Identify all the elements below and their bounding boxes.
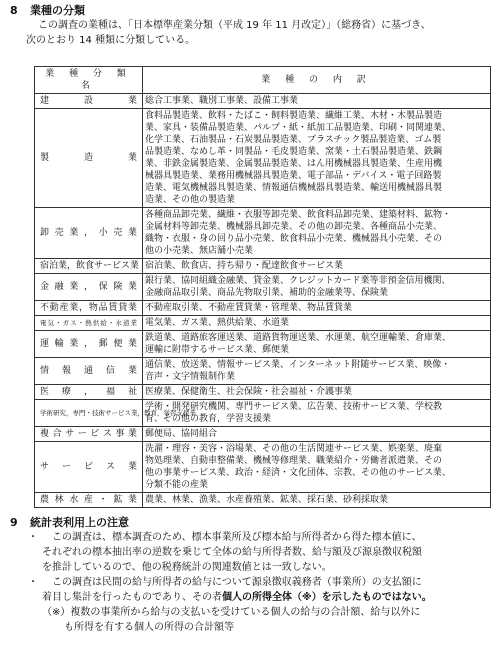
breakdown-line: 不動産取引業、不動産賃貸業・管理業、物品賃貸業	[145, 303, 353, 313]
breakdown-line: 金融商品取引業、商品先物取引業、補助的金融業等、保険業	[145, 288, 389, 298]
note-emphasis: 個人の所得全体（※）を示したものではない。	[222, 592, 432, 603]
industry-category-cell: 農林水産・鉱業	[35, 493, 143, 508]
note-2-line	[28, 575, 432, 590]
breakdown-line: 他の事業サービス業、政治・経済・文化団体、宗教、その他のサービス業、	[145, 468, 452, 478]
footnote-line: （※）複数の事業所から給与の支払いを受けている個人の給与の合計額、給与以外に	[42, 607, 421, 618]
table-row	[35, 259, 491, 274]
table-row	[35, 94, 491, 109]
breakdown-line: 各種商品卸売業、繊維・衣服等卸売業、飲食料品卸売業、建築材料、鉱物・	[145, 210, 452, 220]
section-8-heading	[10, 2, 85, 18]
table-row	[35, 274, 491, 301]
breakdown-line: 学術・開発研究機関、専門サービス業、広告業、技術サービス業、学校教	[145, 402, 443, 412]
industry-breakdown-cell	[143, 385, 491, 400]
breakdown-line: 分類不能の産業	[145, 480, 209, 490]
section-title: 業種の分類	[30, 4, 85, 17]
section-number: 9	[10, 516, 18, 529]
breakdown-line: 運輸に附帯するサービス業、郵便業	[145, 345, 290, 355]
industry-breakdown-cell	[143, 259, 491, 274]
industry-category-cell: 建 設 業	[35, 94, 143, 109]
section-9-heading	[10, 514, 129, 530]
notes-block	[28, 530, 432, 635]
industry-breakdown-cell	[143, 427, 491, 442]
breakdown-line: 農業、林業、漁業、水産養殖業、鉱業、採石業、砂利採取業	[145, 495, 389, 505]
table-row	[35, 385, 491, 400]
table-row	[35, 301, 491, 316]
footnote-line: も所得を有する個人の所得の合計額等	[64, 622, 234, 633]
table-row	[35, 427, 491, 442]
table-row	[35, 358, 491, 385]
note-text: この調査は民間の給与所得者の給与について源泉徴収義務者（事業所）の支払額に	[52, 577, 422, 588]
note-2-line	[28, 590, 432, 605]
breakdown-line: 音声・文字情報制作業	[145, 372, 236, 382]
industry-breakdown-cell	[143, 94, 491, 109]
table-row	[35, 493, 491, 508]
breakdown-line: 育、その他の教育，学習支援業	[145, 414, 272, 424]
industry-category-cell: 情報通信業	[35, 358, 143, 385]
industry-breakdown-cell	[143, 301, 491, 316]
paragraph-line: この調査の業種は、「日本標準産業分類（平成 19 年 11 月改定）」（総務省）に基づき、	[38, 20, 431, 31]
breakdown-line: 郵便局、協同組合	[145, 429, 218, 439]
breakdown-line: 物処理業、自動車整備業、機械等修理業、職業紹介・労働者派遣業、その	[145, 456, 443, 466]
table-row	[35, 208, 491, 259]
table-header-row	[35, 67, 491, 94]
table-row	[35, 316, 491, 331]
industry-breakdown-cell	[143, 109, 491, 208]
section-title: 統計表利用上の注意	[30, 516, 129, 529]
note-1-line	[28, 530, 432, 545]
bullet-marker: ・	[28, 577, 38, 588]
industry-category-cell: 不動産業，物品賃貸業	[35, 301, 143, 316]
note-text: この調査は、標本調査のため、標本事業所及び標本給与所得者から得た標本値に、	[52, 532, 422, 543]
breakdown-line: 銀行業、協同組織金融業、貸金業、クレジットカード業等非預金信用機関、	[145, 276, 451, 286]
table-row	[35, 400, 491, 427]
section-number: 8	[10, 4, 18, 17]
note-text: 着目し集計を行ったものであり、その者	[42, 592, 222, 603]
industry-breakdown-cell	[143, 331, 491, 358]
industry-breakdown-cell	[143, 316, 491, 331]
industry-breakdown-cell	[143, 274, 491, 301]
industry-breakdown-cell	[143, 442, 491, 493]
industry-breakdown-cell	[143, 493, 491, 508]
breakdown-line: 洗濯・理容・美容・浴場業、その他の生活関連サービス業、娯楽業、廃棄	[145, 444, 443, 454]
industry-category-cell: 製 造 業	[35, 109, 143, 208]
breakdown-line: 化学工業、石油製品・石炭製品製造業、プラスチック製品製造業、ゴム製	[145, 135, 442, 145]
industry-breakdown-cell	[143, 358, 491, 385]
paragraph-line: 次のとおり 14 種類に分類している。	[26, 35, 196, 46]
industry-category-cell: 運輸業，郵便業	[35, 331, 143, 358]
breakdown-line: 造業、その他の製造業	[145, 195, 236, 205]
breakdown-line: 医療業、保健衛生、社会保険・社会福祉・介護事業	[145, 387, 353, 397]
bullet-marker: ・	[28, 532, 38, 543]
industry-category-cell: 複合サービス事業	[35, 427, 143, 442]
industry-category-cell: 金融業，保険業	[35, 274, 143, 301]
breakdown-line: 造業、電気機械器具製造業、情報通信機械器具製造業、輸送用機械器具製	[145, 183, 443, 193]
table-row	[35, 331, 491, 358]
breakdown-line: 業、家具・装備品製造業、パルプ・紙・紙加工品製造業、印刷・同関連業、	[145, 123, 452, 133]
note-1-line: を推計しているので、他の税務統計の関連数値とは一致しない。	[42, 562, 332, 573]
breakdown-line: 品製造業、なめし革・同製品・毛皮製造業、窯業・土石製品製造業、鉄鋼	[145, 147, 443, 157]
breakdown-line: 織物・衣服・身の回り品小売業、飲食料品小売業、機械器具小売業、その	[145, 234, 443, 244]
table-header-breakdown: 業 種 の 内 訳	[143, 67, 491, 94]
breakdown-line: 業、非鉄金属製造業、金属製品製造業、はん用機械器具製造業、生産用機	[145, 159, 443, 169]
breakdown-line: 鉄道業、道路旅客運送業、道路貨物運送業、水運業、航空運輸業、倉庫業、	[145, 333, 452, 343]
breakdown-line: 他の小売業、無店舗小売業	[145, 246, 254, 256]
breakdown-line: 通信業、放送業、情報サービス業、インターネット附随サービス業、映像・	[145, 360, 451, 370]
industry-breakdown-cell	[143, 208, 491, 259]
breakdown-line: 総合工事業、職別工事業、設備工事業	[145, 96, 299, 106]
industry-category-cell: 医療，福祉	[35, 385, 143, 400]
section-8-paragraph	[26, 18, 431, 48]
table-row	[35, 442, 491, 493]
breakdown-line: 金属材料等卸売業、機械器具卸売業、その他の卸売業、各種商品小売業、	[145, 222, 443, 232]
breakdown-line: 食料品製造業、飲料・たばこ・飼料製造業、繊維工業、木材・木製品製造	[145, 111, 443, 121]
industry-category-cell: 学術研究，専門・技術サービス業，教育，学習支援業	[35, 400, 143, 427]
industry-category-cell: 電気・ガス・熱供給・水道業	[35, 316, 143, 331]
industry-category-cell: 宿泊業，飲食サービス業	[35, 259, 143, 274]
industry-category-cell: 卸売業，小売業	[35, 208, 143, 259]
breakdown-line: 電気業、ガス業、熱供給業、水道業	[145, 318, 290, 328]
industry-breakdown-cell	[143, 400, 491, 427]
breakdown-line: 械器具製造業、業務用機械器具製造業、電子部品・デバイス・電子回路製	[145, 171, 442, 181]
note-1-line: それぞれの標本抽出率の逆数を乗じて全体の給与所得者数、給与額及び源泉徴収税額	[42, 547, 422, 558]
table-row	[35, 109, 491, 208]
industry-category-cell: サービス業	[35, 442, 143, 493]
breakdown-line: 宿泊業、飲食店、持ち帰り・配達飲食サービス業	[145, 261, 344, 271]
table-header-category: 業 種 分 類 名	[35, 67, 143, 94]
industry-classification-table	[34, 66, 491, 508]
